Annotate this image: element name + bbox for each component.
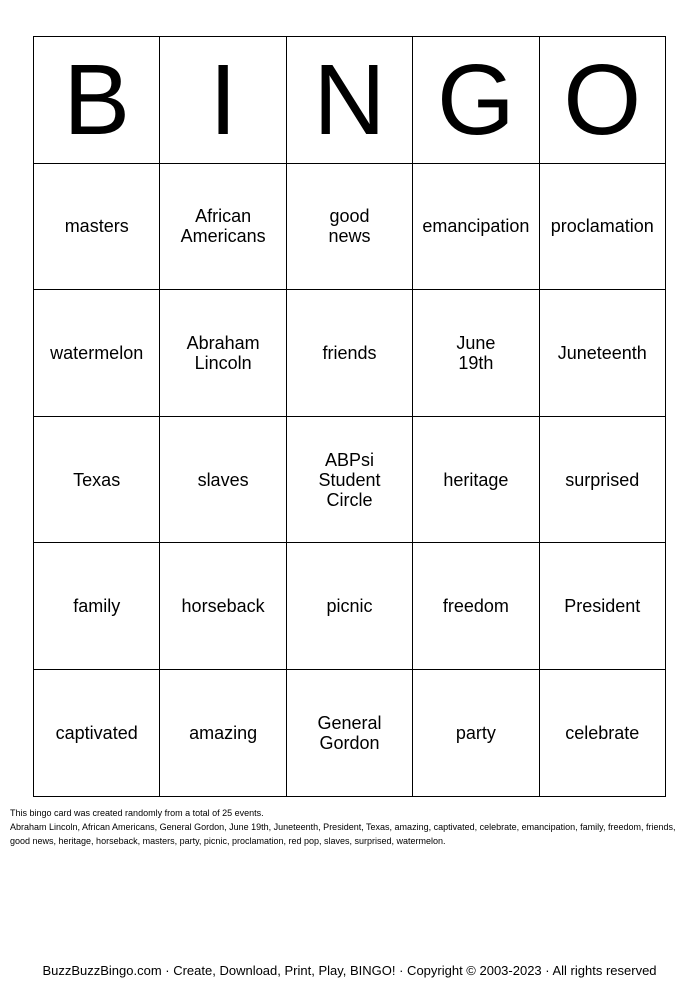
- bingo-cell: General Gordon: [286, 669, 412, 796]
- bingo-cell: horseback: [160, 543, 286, 670]
- bingo-cell: friends: [286, 290, 412, 417]
- bingo-row: [34, 543, 666, 670]
- bingo-cell: Texas: [34, 416, 160, 543]
- bingo-cell: captivated: [34, 669, 160, 796]
- bingo-cell: proclamation: [539, 163, 665, 290]
- header-letter-o: O: [539, 37, 665, 164]
- bingo-cell-center: ABPsi Student Circle: [286, 416, 412, 543]
- site-footer: BuzzBuzzBingo.com · Create, Download, Print, Play, BINGO! · Copyright © 2003-2023 · All rights reserved: [42, 963, 657, 978]
- bingo-cell: June 19th: [413, 290, 539, 417]
- bingo-card: [33, 36, 666, 797]
- bingo-cell: emancipation: [413, 163, 539, 290]
- card-note: [10, 806, 690, 848]
- bingo-cell: good news: [286, 163, 412, 290]
- bingo-row: [34, 290, 666, 417]
- bingo-cell: picnic: [286, 543, 412, 670]
- bingo-cell: heritage: [413, 416, 539, 543]
- bingo-row: [34, 416, 666, 543]
- note-summary: This bingo card was created randomly from a total of 25 events.: [10, 808, 264, 818]
- bingo-cell: masters: [34, 163, 160, 290]
- header-letter-g: G: [413, 37, 539, 164]
- bingo-cell: African Americans: [160, 163, 286, 290]
- bingo-cell: Juneteenth: [539, 290, 665, 417]
- bingo-cell: freedom: [413, 543, 539, 670]
- bingo-cell: amazing: [160, 669, 286, 796]
- bingo-cell: watermelon: [34, 290, 160, 417]
- header-letter-n: N: [286, 37, 412, 164]
- note-word-list: Abraham Lincoln, African Americans, General Gordon, June 19th, Juneteenth, President, Texas, amazing, captivated, celebrate, emancipation, family, freedom, friends, good news, heritage, horseback, masters, party, picnic, proclamation, red pop, slaves, surprised, watermelon.: [10, 822, 676, 846]
- bingo-cell: celebrate: [539, 669, 665, 796]
- bingo-row: [34, 163, 666, 290]
- bingo-cell: party: [413, 669, 539, 796]
- bingo-row: [34, 669, 666, 796]
- header-row: [34, 37, 666, 164]
- bingo-cell: President: [539, 543, 665, 670]
- header-letter-i: I: [160, 37, 286, 164]
- bingo-cell: surprised: [539, 416, 665, 543]
- bingo-cell: Abraham Lincoln: [160, 290, 286, 417]
- bingo-cell: family: [34, 543, 160, 670]
- bingo-cell: slaves: [160, 416, 286, 543]
- header-letter-b: B: [34, 37, 160, 164]
